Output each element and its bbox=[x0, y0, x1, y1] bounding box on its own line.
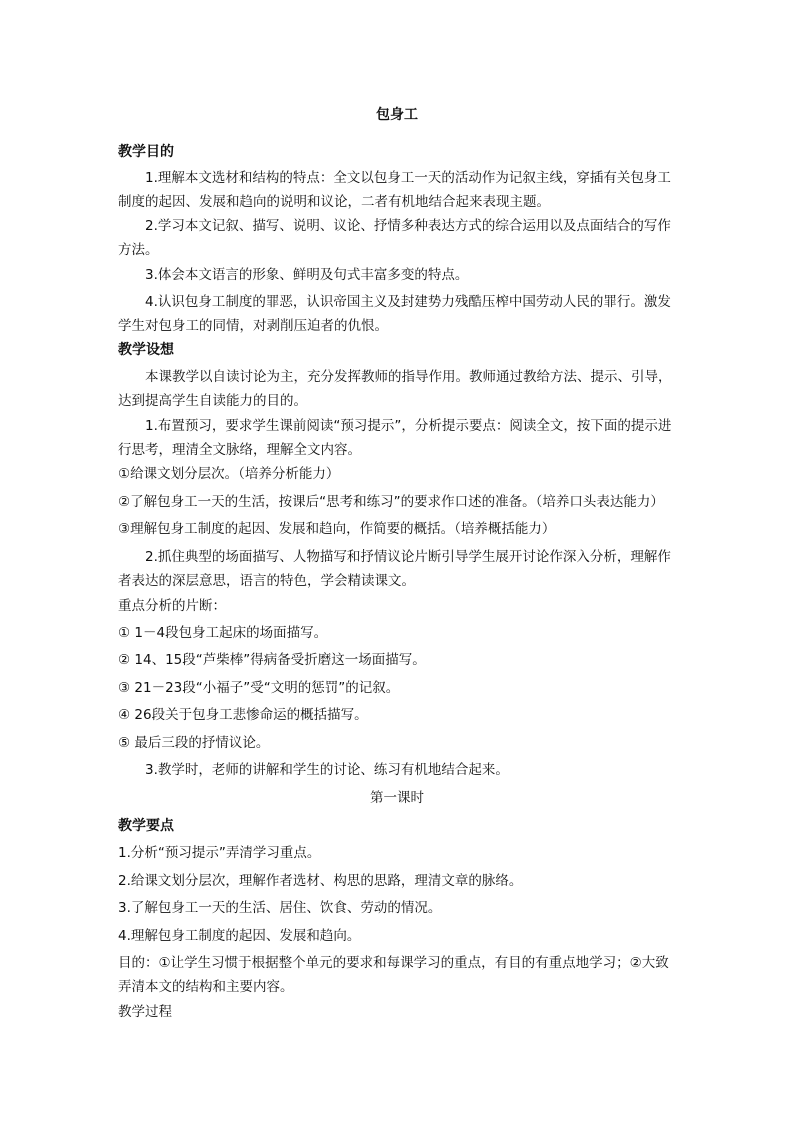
key-point-3: 3.了解包身工一天的生活、居住、饮食、劳动的情况。 bbox=[118, 900, 442, 916]
page-title: 包身工 bbox=[376, 107, 418, 123]
design-intro: 本课教学以自读讨论为主，充分发挥教师的指导作用。教师通过教给方法、提示、引导，达到提高学生自读能力的目的。 bbox=[118, 369, 672, 409]
design-sub-item-3: ③理解包身工制度的起因、发展和趋向，作简要的概括。（培养概括能力） bbox=[118, 521, 556, 537]
objective-item-1: 1.理解本文选材和结构的特点：全文以包身工一天的活动作为记叙主线，穿插有关包身工制度的起因、发展和趋向的说明和议论，二者有机地结合起来表现主题。 bbox=[118, 170, 671, 210]
objectives-heading: 教学目的 bbox=[118, 144, 174, 160]
focus-item-3: ③ 21－23段“小福子”受“文明的惩罚”的记叙。 bbox=[118, 680, 400, 696]
key-point-1: 1.分析“预习提示”弄清学习重点。 bbox=[118, 845, 321, 861]
objective-item-2: 2.学习本文记叙、描写、说明、议论、抒情多种表达方式的综合运用以及点面结合的写作方法。 bbox=[118, 218, 671, 258]
design-sub-item-1: ①给课文划分层次。（培养分析能力） bbox=[118, 466, 340, 482]
design-step-2: 2.抓住典型的场面描写、人物描写和抒情议论片断引导学生展开讨论作深入分析，理解作者表达的深层意思，语言的特色，学会精读课文。 bbox=[118, 549, 671, 589]
design-step-1: 1.布置预习，要求学生课前阅读“预习提示”，分析提示要点：阅读全文，按下面的提示进行思考，理清全文脉络，理解全文内容。 bbox=[118, 418, 672, 458]
design-heading: 教学设想 bbox=[118, 342, 174, 358]
focus-item-4: ④ 26段关于包身工悲惨命运的概括描写。 bbox=[118, 707, 368, 723]
focus-label: 重点分析的片断： bbox=[118, 598, 226, 614]
process-label: 教学过程 bbox=[118, 1004, 172, 1020]
key-points-heading: 教学要点 bbox=[118, 818, 174, 834]
design-step-3: 3.教学时，老师的讲解和学生的讨论、练习有机地结合起来。 bbox=[145, 762, 509, 778]
focus-item-5: ⑤ 最后三段的抒情议论。 bbox=[118, 735, 270, 751]
lesson-heading: 第一课时 bbox=[370, 790, 424, 806]
focus-item-2: ② 14、15段“芦柴棒”得病备受折磨这一场面描写。 bbox=[118, 652, 426, 668]
design-sub-item-2: ②了解包身工一天的生活，按课后“思考和练习”的要求作口述的准备。（培养口头表达能力） bbox=[118, 494, 664, 510]
focus-item-1: ① 1－4段包身工起床的场面描写。 bbox=[118, 625, 328, 641]
objective-item-4: 4.认识包身工制度的罪恶，认识帝国主义及封建势力残酷压榨中国劳动人民的罪行。激发学生对包身工的同情，对剥削压迫者的仇恨。 bbox=[118, 294, 671, 334]
objective-item-3: 3.体会本文语言的形象、鲜明及句式丰富多变的特点。 bbox=[145, 267, 469, 283]
key-point-4: 4.理解包身工制度的起因、发展和趋向。 bbox=[118, 928, 361, 944]
key-point-2: 2.给课文划分层次，理解作者选材、构思的思路，理清文章的脉络。 bbox=[118, 873, 523, 889]
purpose-text: 目的：①让学生习惯于根据整个单元的要求和每课学习的重点，有目的有重点地学习；②大致弄清本文的结构和主要内容。 bbox=[118, 955, 669, 995]
